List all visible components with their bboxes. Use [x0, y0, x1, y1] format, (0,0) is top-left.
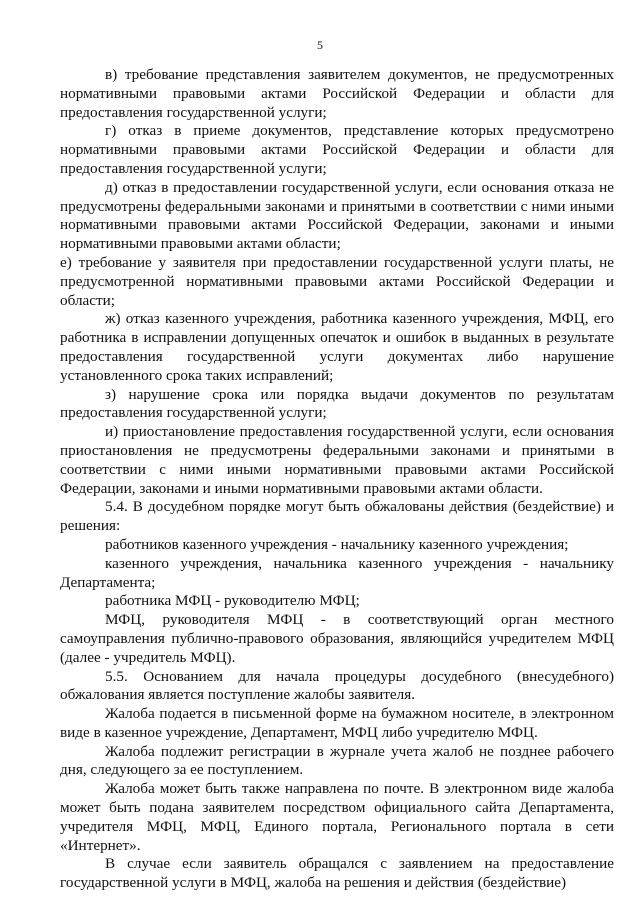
- paragraph-appeal-institution: казенного учреждения, начальника казенного учреждения - начальнику Департамента;: [60, 554, 614, 591]
- paragraph-item-d: д) отказ в предоставлении государственной услуги, если основания отказа не предусмотрены федеральными законами и принятыми в соответствии с ними иными нормативными правовыми актами Российской Федерации, законами и иными нормативными правовыми актами области;: [60, 178, 614, 253]
- document-body: [60, 66, 614, 893]
- paragraph-appeal-mfc: МФЦ, руководителя МФЦ - в соответствующий орган местного самоуправления публично-правового образования, являющийся учредителем МФЦ (далее - учредитель МФЦ).: [60, 611, 614, 666]
- paragraph-item-e: е) требование у заявителя при предоставлении государственной услуги платы, не предусмотренной нормативными правовыми актами Российской Федерации и области;: [60, 253, 614, 309]
- paragraph-complaint-mfc: В случае если заявитель обращался с заявлением на предоставление государственной услуги в МФЦ, жалоба на решения и действия (бездействие): [60, 855, 614, 892]
- paragraph-item-zh: ж) отказ казенного учреждения, работника казенного учреждения, МФЦ, его работника в исправлении допущенных опечаток и ошибок в выданных в результате предоставления государственной услуги документах либо нарушение установленного срока таких исправлений;: [60, 310, 614, 384]
- page-number: 5: [317, 38, 323, 52]
- paragraph-section-5-4: 5.4. В досудебном порядке могут быть обжалованы действия (бездействие) и решения:: [60, 498, 614, 535]
- paragraph-complaint-registration: Жалоба подлежит регистрации в журнале учета жалоб не позднее рабочего дня, следующего за ее поступлением.: [60, 742, 614, 779]
- paragraph-item-g: г) отказ в приеме документов, представление которых предусмотрено нормативными правовыми актами Российской Федерации и области для предоставления государственной услуги;: [60, 122, 614, 177]
- paragraph-appeal-mfc-worker: работника МФЦ - руководителю МФЦ;: [105, 592, 360, 610]
- paragraph-item-z: з) нарушение срока или порядка выдачи документов по результатам предоставления государственной услуги;: [60, 385, 614, 422]
- paragraph-complaint-form: Жалоба подается в письменной форме на бумажном носителе, в электронном виде в казенное учреждение, Департамент, МФЦ либо учредителю МФЦ.: [60, 705, 614, 741]
- paragraph-item-v: в) требование представления заявителем документов, не предусмотренных нормативными правовыми актами Российской Федерации и области для предоставления государственной услуги;: [60, 66, 614, 121]
- paragraph-complaint-mail: Жалоба может быть также направлена по почте. В электронном виде жалоба может быть подана заявителем посредством официального сайта Департамента, учредителя МФЦ, МФЦ, Единого портала, Регионального портала в сети «Интернет».: [60, 780, 614, 854]
- paragraph-item-i: и) приостановление предоставления государственной услуги, если основания приостановления не предусмотрены федеральными законами и принятыми в соответствии с ними иными нормативными правовыми актами Российской Федерации, законами и иными нормативными правовыми актами области.: [60, 423, 614, 497]
- paragraph-section-5-5: 5.5. Основанием для начала процедуры досудебного (внесудебного) обжалования является поступление жалобы заявителя.: [60, 667, 614, 704]
- paragraph-appeal-employees: работников казенного учреждения - начальнику казенного учреждения;: [105, 535, 569, 553]
